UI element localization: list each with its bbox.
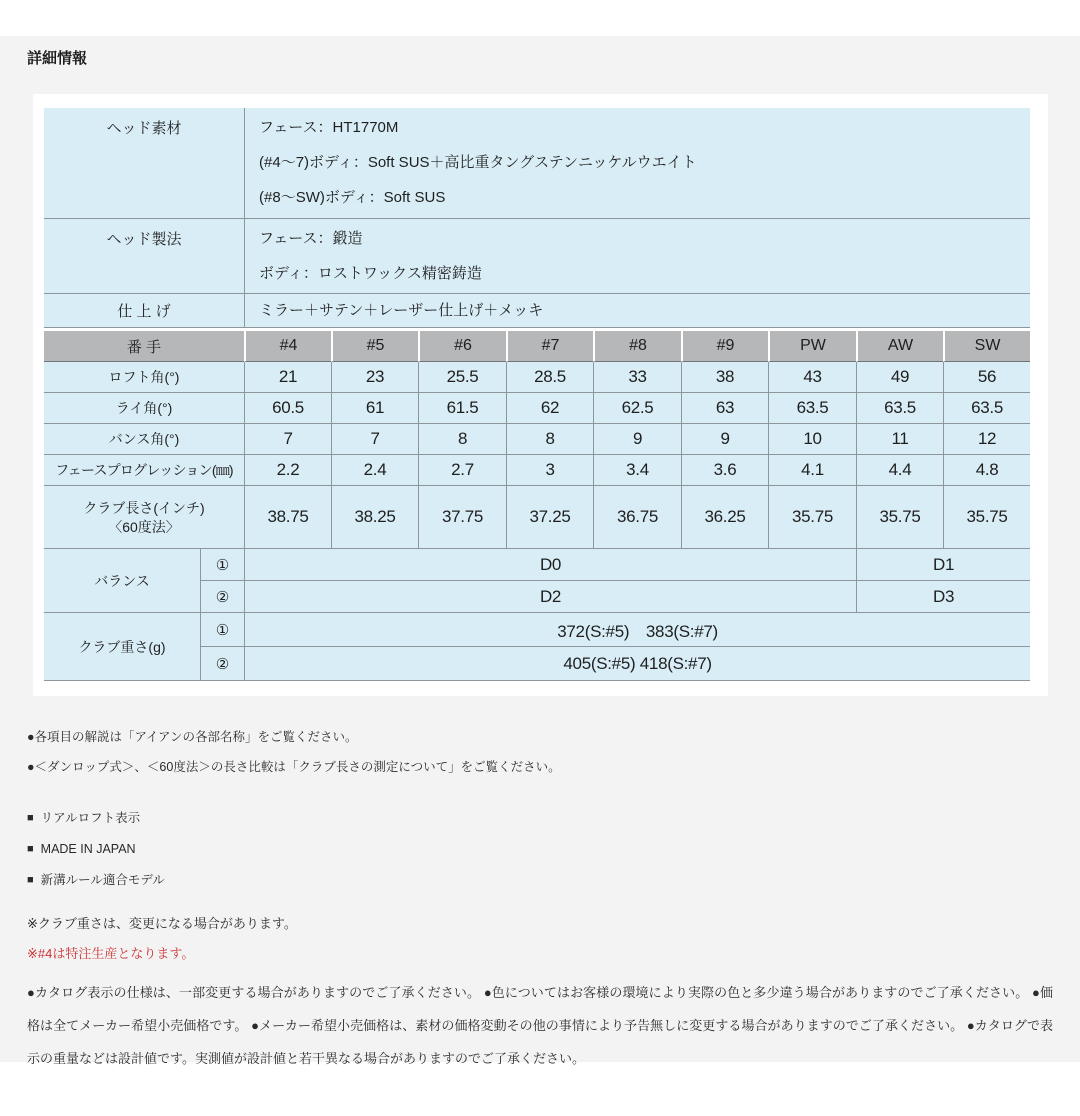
face-progression-value: 4.4: [856, 455, 943, 486]
club-col-header: #5: [331, 328, 418, 362]
bounce-value: 12: [943, 424, 1030, 455]
row-label-lie: ライ角(°): [44, 393, 244, 424]
loft-value: 21: [244, 362, 331, 393]
club-length-label-line1: クラブ長さ(インチ): [83, 500, 205, 516]
bounce-value: 11: [856, 424, 943, 455]
note-bullet: ●＜ダンロップ式＞、＜60度法＞の長さ比較は「クラブ長さの測定について」をご覧ください。: [27, 760, 561, 774]
bounce-row: [44, 424, 1030, 455]
row-label-face-progression: フェースプログレッション(㎜): [44, 455, 244, 486]
remark-weight-note: ※クラブ重さは、変更になる場合があります。: [27, 916, 297, 931]
square-bullet-icon: ■: [27, 843, 34, 855]
club-col-header: #8: [593, 328, 681, 362]
loft-row: [44, 362, 1030, 393]
square-bullet-icon: ■: [27, 812, 34, 824]
club-length-value: 38.75: [244, 486, 331, 549]
notes-area: [27, 722, 1053, 1075]
loft-value: 25.5: [418, 362, 506, 393]
row-label-bounce: バンス角(°): [44, 424, 244, 455]
club-col-header: #7: [506, 328, 593, 362]
lie-value: 61.5: [418, 393, 506, 424]
face-progression-value: 3: [506, 455, 593, 486]
club-length-value: 36.25: [681, 486, 768, 549]
finish-row: [44, 294, 1030, 328]
note-bullet: ●各項目の解説は「アイアンの各部名称」をご覧ください。: [27, 730, 358, 744]
club-length-value: 36.75: [593, 486, 681, 549]
head-method-line: ボディ：ロストワックス精密鋳造: [259, 265, 482, 282]
balance-mark-1: ①: [200, 549, 244, 581]
loft-value: 23: [331, 362, 418, 393]
club-length-value: 35.75: [768, 486, 856, 549]
lie-value: 60.5: [244, 393, 331, 424]
head-material-row: [44, 108, 1030, 219]
club-weight-mark-2: ②: [200, 647, 244, 681]
bounce-value: 9: [681, 424, 768, 455]
face-progression-row: [44, 455, 1030, 486]
section-title: 詳細情報: [27, 50, 88, 67]
loft-value: 28.5: [506, 362, 593, 393]
bounce-value: 8: [506, 424, 593, 455]
loft-value: 43: [768, 362, 856, 393]
lie-row: [44, 393, 1030, 424]
head-material-value: [244, 108, 1030, 219]
loft-value: 49: [856, 362, 943, 393]
face-progression-value: 4.1: [768, 455, 856, 486]
lie-value: 61: [331, 393, 418, 424]
face-progression-value: 2.7: [418, 455, 506, 486]
head-material-line: (#4〜7)ボディ：Soft SUS＋高比重タングステンニッケルウエイト: [259, 154, 697, 171]
feature-item-label: MADE IN JAPAN: [40, 842, 136, 856]
row-label-head-material: ヘッド素材: [44, 108, 244, 219]
club-col-header: #6: [418, 328, 506, 362]
club-weight-value: 372(S:#5) 383(S:#7): [244, 613, 1030, 647]
head-method-value: [244, 219, 1030, 294]
balance-value-main: D0: [244, 549, 856, 581]
head-material-line: フェース：HT1770M: [259, 119, 399, 136]
spec-table: [44, 108, 1030, 681]
bounce-value: 10: [768, 424, 856, 455]
club-col-header: PW: [768, 328, 856, 362]
balance-value-right: D3: [856, 581, 1030, 613]
row-label-club-length: [44, 486, 244, 549]
loft-value: 56: [943, 362, 1030, 393]
row-label-finish: 仕 上 げ: [44, 294, 244, 328]
legal-disclaimer: ●カタログ表示の仕様は、一部変更する場合がありますのでご了承ください。 ●色についてはお客様の環境により実際の色と多少違う場合がありますのでご了承ください。 ●価格は全てメーカー希望小売価格です。 ●メーカー希望小売価格は、素材の価格変動その他の事情により予告無しに変更する場合がありますのでご了承ください。 ●カタログで表示の重量などは設計値です。実測値が設計値と若干異なる場合がありますのでご了承ください。: [27, 985, 1053, 1066]
club-length-value: 37.75: [418, 486, 506, 549]
feature-item-label: リアルロフト表示: [40, 811, 141, 825]
lie-value: 63: [681, 393, 768, 424]
club-col-header: #4: [244, 328, 331, 362]
balance-mark-2: ②: [200, 581, 244, 613]
club-weight-mark-1: ①: [200, 613, 244, 647]
spec-panel: [33, 94, 1048, 696]
club-length-value: 35.75: [943, 486, 1030, 549]
loft-value: 33: [593, 362, 681, 393]
club-length-label-line2: 〈60度法〉: [108, 519, 180, 535]
head-method-line: フェース：鍛造: [259, 230, 363, 247]
face-progression-value: 2.4: [331, 455, 418, 486]
bounce-value: 9: [593, 424, 681, 455]
club-length-row: [44, 486, 1030, 549]
club-number-header-row: [44, 328, 1030, 362]
feature-item: [27, 865, 1053, 896]
club-col-header: SW: [943, 328, 1030, 362]
row-label-balance: バランス: [44, 549, 200, 613]
detail-info-section: [0, 36, 1080, 1066]
finish-value: ミラー＋サテン＋レーザー仕上げ＋メッキ: [244, 294, 1030, 328]
row-label-club-weight: クラブ重さ(g): [44, 613, 200, 681]
face-progression-value: 3.6: [681, 455, 768, 486]
loft-value: 38: [681, 362, 768, 393]
lie-value: 63.5: [943, 393, 1030, 424]
lie-value: 63.5: [768, 393, 856, 424]
feature-item: [27, 803, 1053, 834]
club-length-value: 37.25: [506, 486, 593, 549]
head-method-row: [44, 219, 1030, 294]
feature-list: [27, 803, 1053, 896]
bounce-value: 8: [418, 424, 506, 455]
remark-custom-order-note: ※#4は特注生産となります。: [27, 946, 195, 961]
club-length-value: 35.75: [856, 486, 943, 549]
bounce-value: 7: [244, 424, 331, 455]
square-bullet-icon: ■: [27, 874, 34, 886]
face-progression-value: 2.2: [244, 455, 331, 486]
club-col-header: AW: [856, 328, 943, 362]
row-label-head-method: ヘッド製法: [44, 219, 244, 294]
feature-item-label: 新溝ルール適合モデル: [40, 873, 165, 887]
balance-row-1: [44, 549, 1030, 581]
club-weight-row-1: [44, 613, 1030, 647]
head-material-line: (#8〜SW)ボディ：Soft SUS: [259, 189, 446, 206]
lie-value: 62: [506, 393, 593, 424]
balance-value-right: D1: [856, 549, 1030, 581]
club-weight-value: 405(S:#5) 418(S:#7): [244, 647, 1030, 681]
lie-value: 63.5: [856, 393, 943, 424]
bounce-value: 7: [331, 424, 418, 455]
row-label-club-number: 番 手: [44, 328, 244, 362]
face-progression-value: 4.8: [943, 455, 1030, 486]
club-length-value: 38.25: [331, 486, 418, 549]
remarks: [27, 909, 1053, 969]
face-progression-value: 3.4: [593, 455, 681, 486]
club-col-header: #9: [681, 328, 768, 362]
feature-item: [27, 834, 1053, 865]
lie-value: 62.5: [593, 393, 681, 424]
row-label-loft: ロフト角(°): [44, 362, 244, 393]
balance-value-main: D2: [244, 581, 856, 613]
